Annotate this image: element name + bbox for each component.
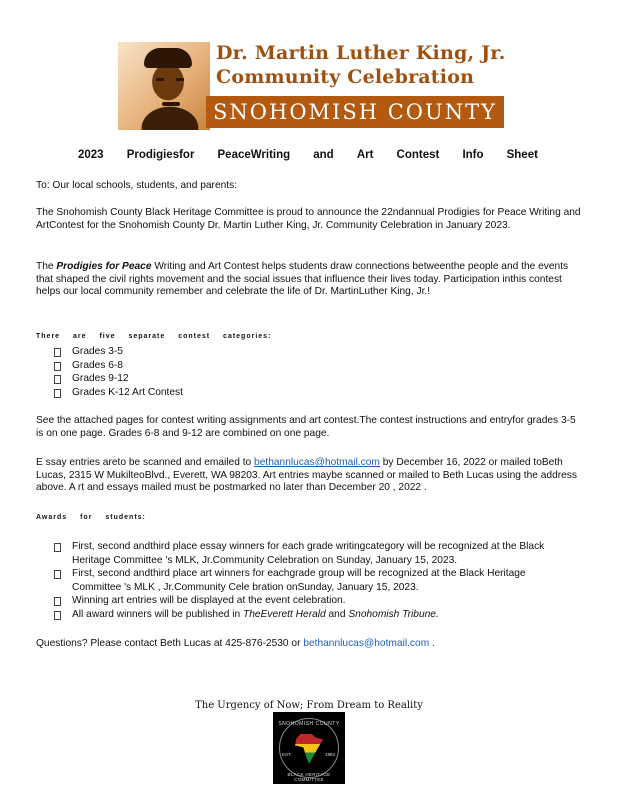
awards-heading: Awards for students:: [36, 514, 146, 521]
title-word: Contest: [396, 149, 440, 161]
list-item: Grades K-12 Art Contest: [52, 386, 183, 400]
announcement-paragraph: The Snohomish County Black Heritage Committee is proud to announce the 22ndannual Prodigies for Peace Writing and ArtContest for the Snohomish County Dr. Martin Luther King, Jr. Community Celebration in January 2023.: [36, 207, 581, 231]
categories-list: [52, 345, 183, 399]
title-word: Prodigiesfor: [126, 149, 195, 161]
list-item: First, second andthird place essay winners for each grade writingcategory will be recognized at the Black Heritage Committee 's MLK, Jr.Community Celebration on Sunday, January 15, 2023.: [52, 540, 572, 567]
prodigies-paragraph: The Prodigies for Peace Writing and Art Contest helps students draw connections betweenthe people and the events that shaped the civil rights movement and the social issues that influence their lives today. Participation inthis contest helps our local community remember and celebrate the life of Dr. MartinLuther King, Jr.!: [36, 261, 569, 297]
list-item: Grades 3-5: [52, 345, 183, 359]
county-bar: [206, 96, 504, 128]
essay-entries-paragraph: E ssay entries areto be scanned and emailed to bethannlucas@hotmail.com by December 16, 2022 or mailed toBeth Lucas, 2315 W MukilteoBlvd., Everett, WA 98203. Art entries maybe scanned or mailed to Beth Lucas using the address above. A rt and essays mailed must be postmarked no later than December 20 , 2022 .: [36, 457, 577, 493]
greeting: To: Our local schools, students, and parents:: [36, 180, 238, 191]
list-item: Winning art entries will be displayed at the event celebration.: [52, 594, 572, 608]
email-link[interactable]: bethannlucas@hotmail.com: [303, 638, 430, 649]
title-word: 2023: [78, 149, 104, 161]
title-word: Art: [356, 149, 374, 161]
mlk-portrait-image: [118, 42, 210, 130]
black-heritage-committee-logo: SNOHOMISH COUNTY EST. 1993 BLACK HERITAGE COMMITTEE: [273, 712, 345, 784]
list-item: Grades 9-12: [52, 372, 183, 386]
title-word: and: [313, 149, 334, 161]
title-word: PeaceWriting: [217, 149, 291, 161]
page-title: [78, 149, 538, 165]
questions-paragraph: Questions? Please contact Beth Lucas at 425-876-2530 or bethannlucas@hotmail.com .: [36, 638, 435, 649]
county-name: SNOHOMISH COUNTY: [213, 100, 497, 124]
categories-heading: There are five separate contest categories:: [36, 333, 272, 340]
list-item: All award winners will be published in TheEverett Herald and Snohomish Tribune.: [52, 608, 572, 622]
prodigies-emphasis: Prodigies for Peace: [56, 261, 152, 272]
attached-pages-paragraph: See the attached pages for contest writing assignments and art contest.The contest instructions and entryfor grades 3-5 is on one page. Grades 6-8 and 9-12 are combined on one page.: [36, 415, 576, 439]
email-link[interactable]: bethannlucas@hotmail.com: [254, 457, 380, 468]
footer-tagline: The Urgency of Now; From Dream to Reality: [195, 700, 423, 711]
header-banner: [118, 42, 504, 130]
banner-title-line2: Community Celebration: [216, 66, 475, 88]
banner-title-line1: Dr. Martin Luther King, Jr.: [216, 42, 506, 64]
list-item: Grades 6-8: [52, 359, 183, 373]
title-word: Sheet: [506, 149, 538, 161]
awards-list: [52, 540, 572, 621]
title-word: Info: [462, 149, 484, 161]
list-item: First, second andthird place art winners for eachgrade group will be recognized at the Black Heritage Committee 's MLK , Jr.Community Cele bration onSunday, January 15, 2023.: [52, 567, 572, 594]
